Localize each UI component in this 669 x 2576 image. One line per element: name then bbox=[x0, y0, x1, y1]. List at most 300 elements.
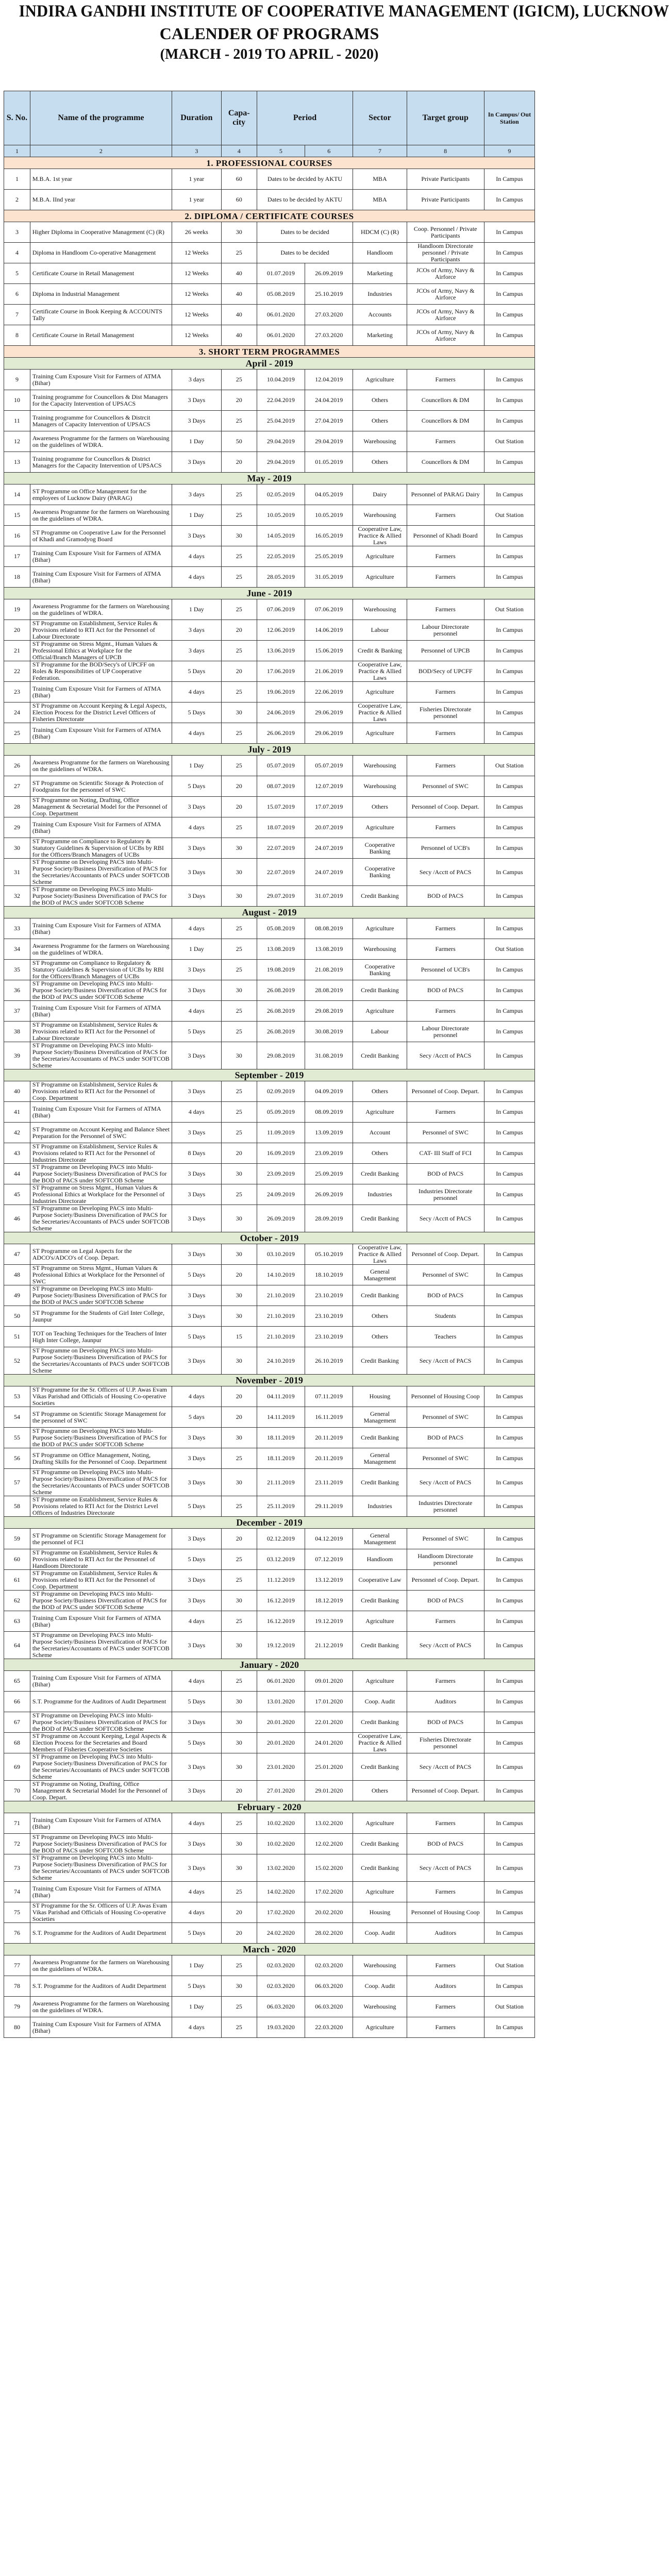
cell-period-from: 20.01.2020 bbox=[257, 1733, 305, 1753]
cell-sno: 50 bbox=[4, 1306, 30, 1327]
cell-location: In Campus bbox=[484, 1022, 534, 1042]
cell-period-from: 18.07.2019 bbox=[257, 817, 305, 838]
cell-capacity: 25 bbox=[221, 243, 257, 263]
cell-duration: 1 Day bbox=[172, 1955, 221, 1976]
cell-duration: 3 Days bbox=[172, 1753, 221, 1781]
cell-period-to: 05.07.2019 bbox=[305, 756, 353, 776]
cell-capacity: 30 bbox=[221, 1042, 257, 1069]
cell-period-from: 02.03.2020 bbox=[257, 1955, 305, 1976]
cell-period-from: 26.08.2019 bbox=[257, 1022, 305, 1042]
cell-sno: 64 bbox=[4, 1632, 30, 1659]
section-title: 1. PROFESSIONAL COURSES bbox=[4, 157, 535, 169]
cell-capacity: 30 bbox=[221, 1733, 257, 1753]
table-row bbox=[4, 1570, 535, 1591]
cell-target-group: Personnel of Coop. Depart. bbox=[407, 1244, 484, 1265]
cell-programme-name: ST Programme on Establishment, Service Rules & Provisions related to RTI Act for the Personnel of Coop. Department bbox=[30, 1570, 172, 1591]
cell-period-from: 21.10.2019 bbox=[257, 1306, 305, 1327]
cell-programme-name: Training Cum Exposure Visit for Farmers of ATMA (Bihar) bbox=[30, 370, 172, 390]
cell-location: Out Station bbox=[484, 1997, 534, 2017]
cell-target-group: BOD of PACS bbox=[407, 1591, 484, 1611]
cell-location: In Campus bbox=[484, 838, 534, 859]
cell-capacity: 30 bbox=[221, 1428, 257, 1448]
cell-sector: Cooperative Banking bbox=[353, 960, 407, 980]
cell-sno: 36 bbox=[4, 980, 30, 1001]
section-row bbox=[4, 157, 535, 169]
table-row bbox=[4, 1448, 535, 1469]
cell-location: Out Station bbox=[484, 1955, 534, 1976]
cell-duration: 3 Days bbox=[172, 1781, 221, 1801]
cell-duration: 3 days bbox=[172, 370, 221, 390]
cell-programme-name: ST Programme on Scientific Storage Management for the personnel of SWC bbox=[30, 1407, 172, 1428]
cell-sector: Others bbox=[353, 411, 407, 431]
cell-duration: 4 days bbox=[172, 918, 221, 939]
cell-period-to: 27.03.2020 bbox=[305, 325, 353, 346]
cell-capacity: 25 bbox=[221, 1496, 257, 1517]
cell-location: In Campus bbox=[484, 1781, 534, 1801]
cell-capacity: 25 bbox=[221, 1882, 257, 1902]
cell-sno: 39 bbox=[4, 1042, 30, 1069]
cell-target-group: BOD of PACS bbox=[407, 1164, 484, 1184]
table-row bbox=[4, 1022, 535, 1042]
cell-capacity: 20 bbox=[221, 620, 257, 641]
cell-sector: Others bbox=[353, 1081, 407, 1102]
cell-sno: 69 bbox=[4, 1753, 30, 1781]
cell-period-from: 26.08.2019 bbox=[257, 980, 305, 1001]
cell-sno: 63 bbox=[4, 1611, 30, 1632]
cell-sector: Handloom bbox=[353, 243, 407, 263]
cell-sector: Agriculture bbox=[353, 2017, 407, 2038]
cell-duration: 5 Days bbox=[172, 1923, 221, 1944]
cell-programme-name: Training Cum Exposure Visit for Farmers of ATMA (Bihar) bbox=[30, 1611, 172, 1632]
cell-duration: 3 Days bbox=[172, 1306, 221, 1327]
cell-duration: 5 Days bbox=[172, 1733, 221, 1753]
cell-programme-name: ST Programme on Compliance to Regulatory & Statutory Guidelines & Supervision of UCBs by RBI for the Officers/Branch Managers of UCBs bbox=[30, 838, 172, 859]
cell-sector: Credit Banking bbox=[353, 886, 407, 907]
cell-sector: Cooperative Law, Practice & Allied Laws bbox=[353, 1733, 407, 1753]
cell-location: In Campus bbox=[484, 641, 534, 661]
cell-location: In Campus bbox=[484, 1407, 534, 1428]
cell-sector: Warehousing bbox=[353, 599, 407, 620]
cell-sno: 68 bbox=[4, 1733, 30, 1753]
cell-period-to: 08.08.2019 bbox=[305, 918, 353, 939]
cell-period-to: 20.07.2019 bbox=[305, 817, 353, 838]
cell-location: In Campus bbox=[484, 284, 534, 305]
cell-sector: Cooperative Banking bbox=[353, 859, 407, 886]
cell-period-note: Dates to be decided bbox=[257, 222, 353, 243]
cell-duration: 3 Days bbox=[172, 960, 221, 980]
col-sector: Sector bbox=[353, 91, 407, 145]
cell-duration: 3 Days bbox=[172, 526, 221, 546]
cell-target-group: Farmers bbox=[407, 505, 484, 526]
cell-target-group: Farmers bbox=[407, 939, 484, 960]
cell-capacity: 30 bbox=[221, 1976, 257, 1997]
cell-period-to: 29.08.2019 bbox=[305, 1001, 353, 1022]
cell-sno: 80 bbox=[4, 2017, 30, 2038]
cell-capacity: 30 bbox=[221, 1285, 257, 1306]
cell-period-from: 28.05.2019 bbox=[257, 567, 305, 588]
cell-target-group: Secy /Acctt of PACS bbox=[407, 859, 484, 886]
cell-period-to: 17.01.2020 bbox=[305, 1692, 353, 1712]
cell-target-group: Fisheries Directorate personnel bbox=[407, 702, 484, 723]
cell-capacity: 25 bbox=[221, 960, 257, 980]
cell-capacity: 60 bbox=[221, 190, 257, 210]
cell-location: In Campus bbox=[484, 620, 534, 641]
cell-period-from: 16.12.2019 bbox=[257, 1591, 305, 1611]
cell-period-from: 22.05.2019 bbox=[257, 546, 305, 567]
cell-capacity: 25 bbox=[221, 505, 257, 526]
cell-target-group: Farmers bbox=[407, 682, 484, 702]
cell-period-to: 08.09.2019 bbox=[305, 1102, 353, 1123]
table-row bbox=[4, 1733, 535, 1753]
cell-target-group: Personnel of Housing Coop bbox=[407, 1386, 484, 1407]
cell-sector: Credit Banking bbox=[353, 1591, 407, 1611]
table-row bbox=[4, 1164, 535, 1184]
cell-location: In Campus bbox=[484, 1671, 534, 1692]
cell-sector: Others bbox=[353, 1306, 407, 1327]
cell-programme-name: ST Programme on Developing PACS into Multi-Purpose Society/Business Diversification of PACS for the BOD of PACS under SOFTCOB Scheme bbox=[30, 1164, 172, 1184]
cell-capacity: 30 bbox=[221, 1834, 257, 1854]
cell-sector: Industries bbox=[353, 1496, 407, 1517]
cell-programme-name: ST Programme on Cooperative Law for the Personnel of Khadi and Gramodyog Board bbox=[30, 526, 172, 546]
cell-capacity: 25 bbox=[221, 1102, 257, 1123]
cell-period-from: 29.04.2019 bbox=[257, 431, 305, 452]
cell-period-to: 29.04.2019 bbox=[305, 431, 353, 452]
table-row bbox=[4, 620, 535, 641]
cell-target-group: Farmers bbox=[407, 1813, 484, 1834]
cell-programme-name: Training Cum Exposure Visit for Farmers of ATMA (Bihar) bbox=[30, 1102, 172, 1123]
table-row bbox=[4, 1923, 535, 1944]
cell-period-to: 26.09.2019 bbox=[305, 1184, 353, 1205]
table-row bbox=[4, 918, 535, 939]
cell-capacity: 30 bbox=[221, 526, 257, 546]
table-row bbox=[4, 1813, 535, 1834]
cell-period-from: 05.09.2019 bbox=[257, 1102, 305, 1123]
cell-location: In Campus bbox=[484, 1164, 534, 1184]
table-row bbox=[4, 1285, 535, 1306]
cell-programme-name: ST Programme for the Sr. Officers of U.P. Awas Evam Vikas Parishad and Officials of Housing Co-operative Societies bbox=[30, 1386, 172, 1407]
cell-sno: 53 bbox=[4, 1386, 30, 1407]
cell-duration: 3 Days bbox=[172, 452, 221, 473]
table-row bbox=[4, 682, 535, 702]
calendar-period: (MARCH - 2019 TO APRIL - 2020) bbox=[160, 46, 379, 62]
table-row bbox=[4, 1327, 535, 1347]
cell-sno: 33 bbox=[4, 918, 30, 939]
cell-target-group: Personnel of Coop. Depart. bbox=[407, 1570, 484, 1591]
cell-sno: 11 bbox=[4, 411, 30, 431]
table-row bbox=[4, 1244, 535, 1265]
cell-target-group: Personnel of SWC bbox=[407, 1407, 484, 1428]
section-row bbox=[4, 210, 535, 222]
cell-programme-name: ST Programme on Developing PACS into Multi-Purpose Society/Business Diversification of PACS for the BOD of PACS under SOFTCOB Scheme bbox=[30, 980, 172, 1001]
cell-location: In Campus bbox=[484, 243, 534, 263]
cell-capacity: 30 bbox=[221, 1591, 257, 1611]
table-row bbox=[4, 263, 535, 284]
cell-sector: Credit Banking bbox=[353, 1042, 407, 1069]
cell-period-to: 07.11.2019 bbox=[305, 1386, 353, 1407]
cell-period-from: 17.06.2019 bbox=[257, 661, 305, 682]
table-row bbox=[4, 1712, 535, 1733]
cell-programme-name: ST Programme on Compliance to Regulatory & Statutory Guidelines & Supervision of UCBs by RBI for the Officers/Branch Managers of UCBs bbox=[30, 960, 172, 980]
cell-period-to: 29.06.2019 bbox=[305, 723, 353, 744]
cell-duration: 4 days bbox=[172, 567, 221, 588]
cell-programme-name: ST Programme on Scientific Storage Management for the personnel of FCI bbox=[30, 1529, 172, 1549]
cell-sno: 51 bbox=[4, 1327, 30, 1347]
cell-capacity: 25 bbox=[221, 1611, 257, 1632]
cell-duration: 3 Days bbox=[172, 1712, 221, 1733]
cell-duration: 3 days bbox=[172, 484, 221, 505]
cell-sno: 48 bbox=[4, 1265, 30, 1285]
month-row bbox=[4, 1375, 535, 1386]
cell-sno: 15 bbox=[4, 505, 30, 526]
cell-period-to: 17.02.2020 bbox=[305, 1882, 353, 1902]
cell-target-group: Labour Directorate personnel bbox=[407, 1022, 484, 1042]
cell-period-to: 02.03.2020 bbox=[305, 1955, 353, 1976]
table-row bbox=[4, 1882, 535, 1902]
cell-period-from: 29.04.2019 bbox=[257, 452, 305, 473]
cell-capacity: 25 bbox=[221, 1081, 257, 1102]
cell-capacity: 20 bbox=[221, 1265, 257, 1285]
cell-duration: 12 Weeks bbox=[172, 243, 221, 263]
cell-target-group: Farmers bbox=[407, 817, 484, 838]
cell-programme-name: ST Programme for the BOD/Secy's of UPCFF on Roles & Responsibilities of UP Cooperative Federation. bbox=[30, 661, 172, 682]
cell-period-from: 26.08.2019 bbox=[257, 1001, 305, 1022]
cell-programme-name: ST Programme on Establishment, Service Rules & Provisions related to RTI Act for the Personnel of Coop. Department bbox=[30, 1081, 172, 1102]
cell-target-group: Farmers bbox=[407, 370, 484, 390]
cell-sector: Others bbox=[353, 797, 407, 817]
cell-sector: Credit & Banking bbox=[353, 641, 407, 661]
programme-table bbox=[4, 91, 535, 2038]
cell-period-from: 16.12.2019 bbox=[257, 1611, 305, 1632]
cell-programme-name: Awareness Programme for the farmers on Warehousing on the guidelines of WDRA. bbox=[30, 1955, 172, 1976]
cell-duration: 5 Days bbox=[172, 1692, 221, 1712]
column-number-row bbox=[4, 145, 535, 157]
cell-capacity: 25 bbox=[221, 1549, 257, 1570]
cell-period-to: 20.02.2020 bbox=[305, 1902, 353, 1923]
cell-period-to: 25.09.2019 bbox=[305, 1164, 353, 1184]
cell-period-from: 01.07.2019 bbox=[257, 263, 305, 284]
cell-capacity: 60 bbox=[221, 169, 257, 190]
cell-location: In Campus bbox=[484, 1265, 534, 1285]
cell-duration: 4 days bbox=[172, 1001, 221, 1022]
table-row bbox=[4, 284, 535, 305]
cell-target-group: Farmers bbox=[407, 723, 484, 744]
cell-sno: 62 bbox=[4, 1591, 30, 1611]
cell-location: In Campus bbox=[484, 1123, 534, 1143]
cell-sno: 25 bbox=[4, 723, 30, 744]
cell-capacity: 25 bbox=[221, 1570, 257, 1591]
cell-location: In Campus bbox=[484, 1428, 534, 1448]
column-number: 9 bbox=[484, 145, 534, 157]
cell-sno: 58 bbox=[4, 1496, 30, 1517]
table-row bbox=[4, 776, 535, 797]
table-row bbox=[4, 702, 535, 723]
cell-duration: 4 days bbox=[172, 1902, 221, 1923]
cell-capacity: 30 bbox=[221, 1632, 257, 1659]
cell-capacity: 20 bbox=[221, 1143, 257, 1164]
cell-capacity: 30 bbox=[221, 1854, 257, 1882]
table-row bbox=[4, 1496, 535, 1517]
cell-capacity: 25 bbox=[221, 1001, 257, 1022]
cell-target-group: Teachers bbox=[407, 1327, 484, 1347]
col-capacity: Capa-city bbox=[221, 91, 257, 145]
cell-period-to: 23.10.2019 bbox=[305, 1306, 353, 1327]
table-row bbox=[4, 305, 535, 325]
cell-sector: Handloom bbox=[353, 1549, 407, 1570]
cell-duration: 3 Days bbox=[172, 1834, 221, 1854]
cell-duration: 3 Days bbox=[172, 1529, 221, 1549]
cell-location: In Campus bbox=[484, 1834, 534, 1854]
col-target-group: Target group bbox=[407, 91, 484, 145]
cell-duration: 4 days bbox=[172, 1102, 221, 1123]
column-number: 3 bbox=[172, 145, 221, 157]
cell-target-group: Personnel of Coop. Depart. bbox=[407, 797, 484, 817]
cell-programme-name: Training programme for Councellors & District Managers for the Capacity Intervention of UPSACS bbox=[30, 452, 172, 473]
cell-period-to: 23.11.2019 bbox=[305, 1469, 353, 1496]
cell-location: In Campus bbox=[484, 1205, 534, 1232]
cell-period-to: 22.01.2020 bbox=[305, 1712, 353, 1733]
cell-sector: Warehousing bbox=[353, 939, 407, 960]
cell-programme-name: Training Cum Exposure Visit for Farmers of ATMA (Bihar) bbox=[30, 682, 172, 702]
cell-sector: Accounts bbox=[353, 305, 407, 325]
cell-duration: 1 Day bbox=[172, 939, 221, 960]
cell-location: In Campus bbox=[484, 682, 534, 702]
cell-sector: Credit Banking bbox=[353, 1712, 407, 1733]
cell-period-from: 21.10.2019 bbox=[257, 1285, 305, 1306]
cell-programme-name: Training Cum Exposure Visit for Farmers of ATMA (Bihar) bbox=[30, 1671, 172, 1692]
cell-period-to: 04.09.2019 bbox=[305, 1081, 353, 1102]
cell-period-to: 04.12.2019 bbox=[305, 1529, 353, 1549]
cell-period-note: Dates to be decided by AKTU bbox=[257, 169, 353, 190]
cell-sno: 6 bbox=[4, 284, 30, 305]
cell-sector: Agriculture bbox=[353, 1671, 407, 1692]
cell-period-from: 19.12.2019 bbox=[257, 1632, 305, 1659]
cell-capacity: 20 bbox=[221, 797, 257, 817]
cell-location: In Campus bbox=[484, 2017, 534, 2038]
cell-duration: 3 Days bbox=[172, 1570, 221, 1591]
cell-duration: 1 Day bbox=[172, 756, 221, 776]
cell-period-to: 29.06.2019 bbox=[305, 702, 353, 723]
cell-sector: Cooperative Law, Practice & Allied Laws bbox=[353, 702, 407, 723]
cell-capacity: 25 bbox=[221, 599, 257, 620]
cell-sector: Credit Banking bbox=[353, 1753, 407, 1781]
month-title: February - 2020 bbox=[4, 1801, 535, 1813]
cell-capacity: 20 bbox=[221, 1407, 257, 1428]
cell-period-from: 27.01.2020 bbox=[257, 1781, 305, 1801]
cell-sno: 57 bbox=[4, 1469, 30, 1496]
institute-title: INDIRA GANDHI INSTITUTE OF COOPERATIVE MANAGEMENT (IGICM), LUCKNOW bbox=[19, 2, 669, 21]
cell-programme-name: Diploma in Industrial Management bbox=[30, 284, 172, 305]
cell-capacity: 20 bbox=[221, 390, 257, 411]
cell-duration: 3 Days bbox=[172, 411, 221, 431]
cell-sector: Coop. Audit bbox=[353, 1692, 407, 1712]
cell-programme-name: ST Programme on Account Keeping & Legal Aspects, Election Process for the District Level Officers of Fisheries Directorate bbox=[30, 702, 172, 723]
cell-sno: 27 bbox=[4, 776, 30, 797]
cell-programme-name: Training programme for Councellors & Dist Managers for the Capacity Intervention of UPSACS bbox=[30, 390, 172, 411]
table-row bbox=[4, 1469, 535, 1496]
cell-duration: 3 days bbox=[172, 641, 221, 661]
cell-sno: 4 bbox=[4, 243, 30, 263]
cell-period-from: 25.11.2019 bbox=[257, 1496, 305, 1517]
cell-capacity: 25 bbox=[221, 567, 257, 588]
cell-period-to: 26.09.2019 bbox=[305, 263, 353, 284]
cell-duration: 5 Days bbox=[172, 1496, 221, 1517]
cell-target-group: Farmers bbox=[407, 1955, 484, 1976]
cell-period-to: 22.03.2020 bbox=[305, 2017, 353, 2038]
cell-location: In Campus bbox=[484, 918, 534, 939]
table-row bbox=[4, 939, 535, 960]
cell-duration: 1 Day bbox=[172, 505, 221, 526]
cell-period-to: 21.12.2019 bbox=[305, 1632, 353, 1659]
cell-sector: Credit Banking bbox=[353, 1854, 407, 1882]
cell-sector: Agriculture bbox=[353, 1611, 407, 1632]
month-title: July - 2019 bbox=[4, 744, 535, 756]
cell-target-group: Personnel of Khadi Board bbox=[407, 526, 484, 546]
cell-location: In Campus bbox=[484, 411, 534, 431]
cell-duration: 3 Days bbox=[172, 797, 221, 817]
cell-sno: 35 bbox=[4, 960, 30, 980]
cell-sector: Coop. Audit bbox=[353, 1976, 407, 1997]
cell-duration: 5 Days bbox=[172, 1549, 221, 1570]
cell-period-from: 19.06.2019 bbox=[257, 682, 305, 702]
cell-period-to: 23.10.2019 bbox=[305, 1285, 353, 1306]
cell-sector: Agriculture bbox=[353, 1882, 407, 1902]
cell-location: In Campus bbox=[484, 1923, 534, 1944]
cell-sector: Agriculture bbox=[353, 1102, 407, 1123]
cell-location: In Campus bbox=[484, 1102, 534, 1123]
cell-duration: 3 Days bbox=[172, 1205, 221, 1232]
month-row bbox=[4, 1232, 535, 1244]
cell-period-to: 25.10.2019 bbox=[305, 284, 353, 305]
cell-sector: Agriculture bbox=[353, 682, 407, 702]
cell-programme-name: Training Cum Exposure Visit for Farmers of ATMA (Bihar) bbox=[30, 817, 172, 838]
cell-location: In Campus bbox=[484, 723, 534, 744]
cell-period-from: 08.07.2019 bbox=[257, 776, 305, 797]
col-programme-name: Name of the programme bbox=[30, 91, 172, 145]
cell-period-from: 14.02.2020 bbox=[257, 1882, 305, 1902]
column-number: 1 bbox=[4, 145, 30, 157]
cell-duration: 4 days bbox=[172, 1813, 221, 1834]
cell-duration: 3 Days bbox=[172, 1244, 221, 1265]
month-title: September - 2019 bbox=[4, 1069, 535, 1081]
cell-target-group: Private Participants bbox=[407, 169, 484, 190]
table-row bbox=[4, 546, 535, 567]
cell-period-to: 19.12.2019 bbox=[305, 1611, 353, 1632]
table-row bbox=[4, 1753, 535, 1781]
cell-target-group: Personnel of SWC bbox=[407, 1529, 484, 1549]
cell-sno: 60 bbox=[4, 1549, 30, 1570]
month-row bbox=[4, 588, 535, 599]
cell-period-to: 21.08.2019 bbox=[305, 960, 353, 980]
cell-period-from: 13.02.2020 bbox=[257, 1854, 305, 1882]
cell-sno: 67 bbox=[4, 1712, 30, 1733]
cell-programme-name: S.T. Programme for the Auditors of Audit Department bbox=[30, 1976, 172, 1997]
cell-duration: 1 Day bbox=[172, 599, 221, 620]
table-row bbox=[4, 1001, 535, 1022]
cell-period-to: 12.07.2019 bbox=[305, 776, 353, 797]
table-row bbox=[4, 723, 535, 744]
cell-sno: 9 bbox=[4, 370, 30, 390]
cell-location: In Campus bbox=[484, 980, 534, 1001]
cell-location: In Campus bbox=[484, 859, 534, 886]
table-row bbox=[4, 1529, 535, 1549]
cell-target-group: Personnel of Coop. Depart. bbox=[407, 1781, 484, 1801]
cell-target-group: Farmers bbox=[407, 1882, 484, 1902]
cell-programme-name: Awareness Programme for the farmers on Warehousing on the guidelines of WDRA. bbox=[30, 939, 172, 960]
table-row bbox=[4, 1102, 535, 1123]
cell-period-to: 13.09.2019 bbox=[305, 1123, 353, 1143]
cell-sno: 76 bbox=[4, 1923, 30, 1944]
cell-sector: MBA bbox=[353, 190, 407, 210]
